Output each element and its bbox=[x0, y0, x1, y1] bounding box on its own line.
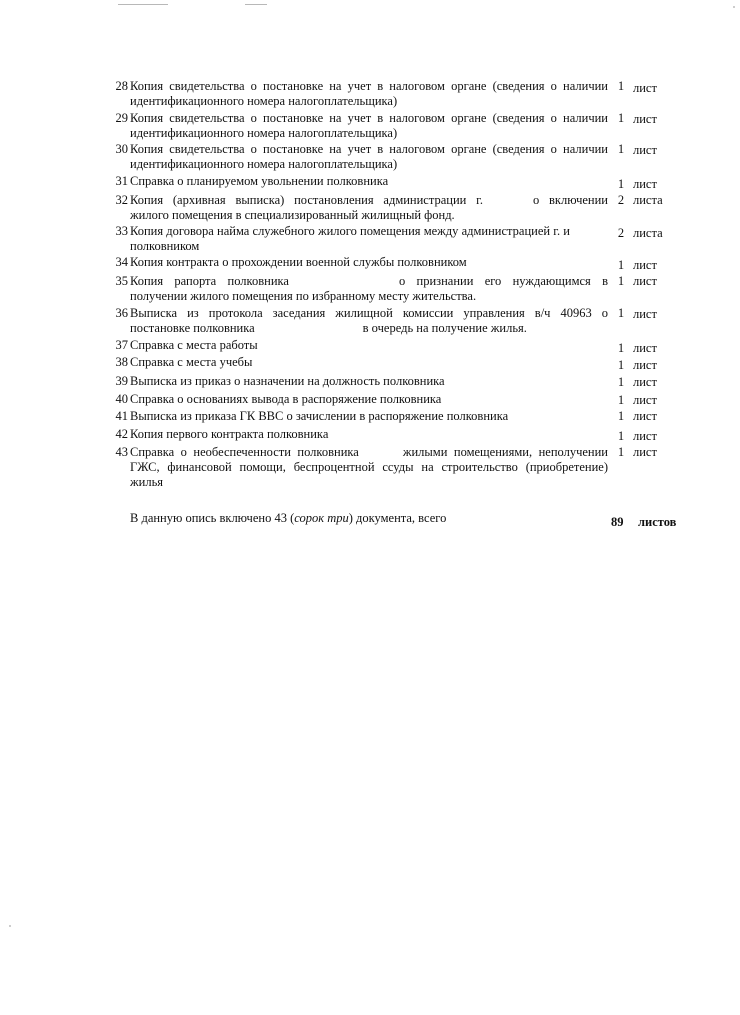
item-description: Копия свидетельства о постановке на учет в налоговом органе (сведения о наличии идентификационного номера налогоплательщика) bbox=[130, 79, 608, 108]
list-item bbox=[108, 274, 657, 304]
item-sheet-unit: листа bbox=[633, 193, 663, 207]
item-description: Копия контракта о прохождении военной службы полковником bbox=[130, 255, 467, 269]
list-item bbox=[108, 224, 663, 254]
item-sheet-count: 1 bbox=[617, 142, 625, 156]
list-item bbox=[108, 338, 657, 355]
list-item bbox=[108, 79, 657, 109]
item-sheet-count: 1 bbox=[617, 111, 625, 125]
item-description: Копия свидетельства о постановке на учет в налоговом органе (сведения о наличии идентификационного номера налогоплательщика) bbox=[130, 142, 608, 171]
item-description: Справка с места учебы bbox=[130, 355, 253, 369]
item-sheet-count: 1 bbox=[617, 306, 625, 320]
list-item bbox=[108, 445, 657, 490]
item-sheet-unit: лист bbox=[633, 429, 657, 443]
list-item bbox=[108, 374, 657, 389]
item-number: 35 bbox=[115, 274, 128, 288]
item-description: Копия (архивная выписка) постановления администрации г. о включении жилого помещения в специализированный жилищный фонд. bbox=[130, 193, 608, 222]
item-number: 39 bbox=[115, 374, 128, 388]
item-sheet-unit: лист bbox=[633, 81, 657, 95]
item-sheet-unit: лист bbox=[633, 409, 657, 423]
item-description: Справка о необеспеченности полковника жилыми помещениями, неполучении ГЖС, финансовой помощи, беспроцентной ссуды на строительство (приобретение) жилья bbox=[130, 445, 608, 489]
scan-artifact bbox=[118, 4, 168, 5]
item-description: Справка о основаниях вывода в распоряжение полковника bbox=[130, 392, 442, 406]
item-number: 30 bbox=[115, 142, 128, 156]
summary-total-unit: листов bbox=[638, 515, 677, 529]
item-sheet-unit: лист bbox=[633, 307, 657, 321]
item-description: Копия рапорта полковника о признании его нуждающимся в получении жилого помещения по избранному месту жительства. bbox=[130, 274, 609, 303]
item-number: 32 bbox=[115, 193, 128, 207]
item-description: Выписка из приказа ГК ВВС о зачислении в распоряжение полковника bbox=[130, 409, 509, 423]
item-sheet-unit: лист bbox=[633, 274, 657, 288]
item-sheet-count: 1 bbox=[617, 375, 625, 389]
item-description: Копия договора найма служебного жилого помещения между администрацией г. и полковником bbox=[130, 224, 570, 253]
list-item bbox=[108, 409, 657, 424]
item-sheet-unit: лист bbox=[633, 445, 657, 459]
item-sheet-count: 1 bbox=[617, 274, 625, 288]
list-item bbox=[108, 174, 657, 191]
item-sheet-count: 1 bbox=[617, 429, 625, 443]
list-item bbox=[108, 306, 657, 336]
item-number: 40 bbox=[115, 392, 128, 406]
item-number: 33 bbox=[115, 224, 128, 238]
item-sheet-count: 1 bbox=[617, 258, 625, 272]
item-sheet-unit: лист bbox=[633, 258, 657, 272]
item-number: 42 bbox=[115, 427, 128, 441]
item-description: Выписка из приказ о назначении на должность полковника bbox=[130, 374, 445, 388]
list-item bbox=[108, 193, 663, 223]
item-sheet-unit: лист bbox=[633, 375, 657, 389]
item-sheet-count: 1 bbox=[617, 79, 625, 93]
item-sheet-unit: лист bbox=[633, 393, 657, 407]
item-description: Выписка из протокола заседания жилищной комиссии управления в/ч 40963 о постановке полковника в очередь на получение жилья. bbox=[130, 306, 608, 335]
item-description: Справка о планируемом увольнении полковника bbox=[130, 174, 389, 188]
item-number: 29 bbox=[115, 111, 128, 125]
list-item bbox=[108, 427, 657, 443]
item-number: 41 bbox=[115, 409, 128, 423]
item-sheet-count: 1 bbox=[617, 358, 625, 372]
item-number: 43 bbox=[115, 445, 128, 459]
list-item bbox=[108, 142, 657, 172]
list-item bbox=[108, 255, 657, 272]
item-sheet-count: 1 bbox=[617, 445, 625, 459]
scan-artifact bbox=[733, 6, 735, 8]
list-item bbox=[108, 355, 657, 372]
item-number: 38 bbox=[115, 355, 128, 369]
inventory-summary bbox=[130, 511, 690, 529]
scan-artifact bbox=[9, 925, 11, 927]
list-item bbox=[108, 111, 657, 141]
item-sheet-unit: лист bbox=[633, 177, 657, 191]
item-description: Справка с места работы bbox=[130, 338, 258, 352]
item-sheet-unit: лист bbox=[633, 341, 657, 355]
item-sheet-count: 1 bbox=[617, 393, 625, 407]
scan-artifact bbox=[245, 4, 267, 5]
item-sheet-count: 1 bbox=[617, 409, 625, 423]
item-number: 37 bbox=[115, 338, 128, 352]
summary-text: В данную опись включено 43 (сорок три) документа, всего bbox=[130, 511, 447, 525]
item-sheet-count: 1 bbox=[617, 341, 625, 355]
item-sheet-unit: листа bbox=[633, 226, 663, 240]
item-number: 34 bbox=[115, 255, 128, 269]
item-description: Копия первого контракта полковника bbox=[130, 427, 329, 441]
summary-total-sheets: 89 bbox=[611, 515, 624, 529]
item-number: 28 bbox=[115, 79, 128, 93]
list-item bbox=[108, 392, 657, 407]
item-sheet-count: 2 bbox=[617, 226, 625, 240]
item-sheet-unit: лист bbox=[633, 358, 657, 372]
item-number: 36 bbox=[115, 306, 128, 320]
item-description: Копия свидетельства о постановке на учет в налоговом органе (сведения о наличии идентификационного номера налогоплательщика) bbox=[130, 111, 608, 140]
item-sheet-unit: лист bbox=[633, 143, 657, 157]
item-sheet-count: 2 bbox=[617, 193, 625, 207]
item-sheet-unit: лист bbox=[633, 112, 657, 126]
item-number: 31 bbox=[115, 174, 128, 188]
item-sheet-count: 1 bbox=[617, 177, 625, 191]
